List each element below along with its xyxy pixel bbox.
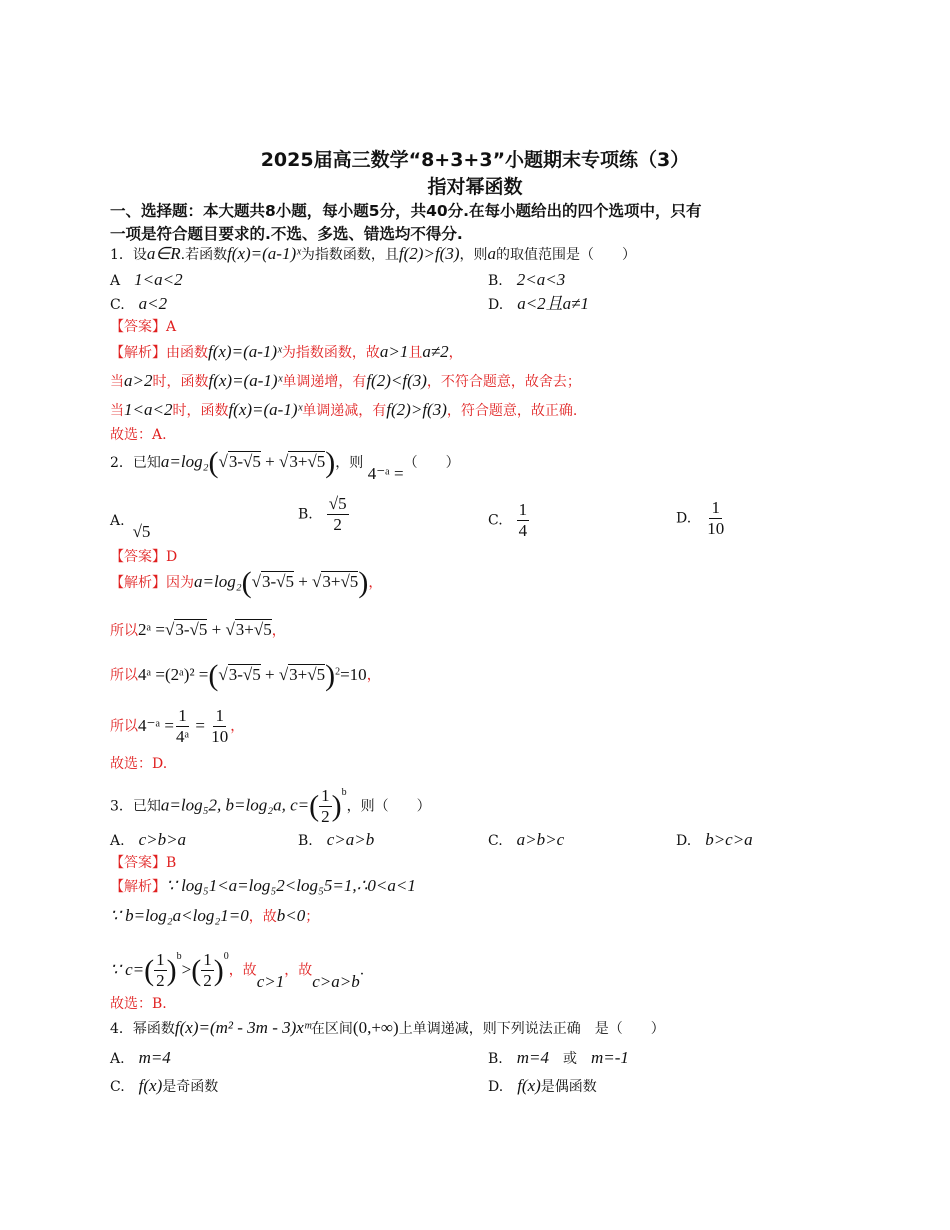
question-1-option-c: C. a<2: [110, 294, 168, 313]
question-3-option-d: D. b>c>a: [676, 830, 753, 849]
section-heading-line2: 一项是符合题目要求的.不选、多选、错选均不得分.: [110, 225, 463, 243]
question-1-option-a: A 1<a<2: [110, 270, 183, 289]
question-2-solution-line4: 所以4⁻ᵃ = $\frac{1}{\text{4ᵃ}}$ = $\frac{1}{10}$ ，: [110, 706, 245, 746]
question-1-solution-line4: 故选：A.: [110, 427, 167, 443]
question-4-option-c: C. f(x)是奇函数: [110, 1076, 219, 1095]
question-4-option-d: D. f(x)是偶函数: [488, 1076, 597, 1095]
question-1-option-b: B. 2<a<3: [488, 270, 566, 289]
question-3-solution-line3: ∵ c=( $\frac{1}{2}$ )$^b$>( $\frac{1}{2}$ )$^0$，故c>1，故c>a>b.: [110, 950, 365, 991]
document-subtitle: 指对幂函数: [427, 176, 523, 198]
question-3-stem: 3．已知a=log₅2, b=log₂a, c=( $\frac{1}{2}$ )$^b$，则（ ）: [110, 786, 431, 826]
question-2-option-a: A.√5: [110, 513, 151, 541]
question-1-stem: 1．设a∈R.若函数f(x)=(a-1)ˣ为指数函数，且f(2)>f(3)，则a的取值范围是（ ）: [110, 244, 636, 263]
document-title: 2025届高三数学“8+3+3”小题期末专项练（3）: [260, 149, 690, 171]
question-3-option-a: A. c>b>a: [110, 830, 187, 849]
question-2-solution-line2: 所以2ᵃ =√3-√5 + √3+√5，: [110, 620, 286, 639]
question-2-option-c: C. $\frac{1}{4}$: [488, 500, 528, 540]
question-4-option-b: B. m=4 或 m=-1: [488, 1048, 629, 1067]
question-2-option-b: B. $\frac{√5}{2}$: [298, 494, 347, 534]
question-3-option-c: C. a>b>c: [488, 830, 565, 849]
question-2-answer: 【答案】D: [110, 549, 178, 565]
question-2-solution-line1: 【解析】因为a=log₂(√3-√5 + √3+√5)，: [110, 566, 383, 599]
question-3-option-b: B. c>a>b: [298, 830, 375, 849]
question-1-solution-line3: 当1<a<2时，函数f(x)=(a-1)ˣ单调递减，有f(2)>f(3)，符合题意，故正确.: [110, 400, 578, 419]
question-1-option-d: D. a<2且a≠1: [488, 294, 589, 313]
question-2-solution-line5: 故选：D.: [110, 756, 168, 772]
question-2-solution-line3: 所以4ᵃ =(2ᵃ)² $=(√3-√5 + √3+√5)^2=10$，: [110, 658, 381, 692]
question-1-solution-line1: 【解析】由函数f(x)=(a-1)ˣ为指数函数，故a>1且a≠2，: [110, 342, 463, 361]
question-3-answer: 【答案】B: [110, 855, 177, 871]
question-4-option-a: A. m=4: [110, 1048, 171, 1067]
question-1-answer: 【答案】A: [110, 319, 177, 335]
question-1-solution-line2: 当a>2时，函数f(x)=(a-1)ˣ单调递增，有f(2)<f(3)，不符合题意，故舍去；: [110, 371, 581, 390]
question-2-option-d: D. $\frac{1}{10}$: [676, 498, 725, 538]
section-heading-line1: 一、选择题：本大题共8小题，每小题5分，共40分.在每小题给出的四个选项中，只有: [110, 202, 702, 220]
question-3-solution-line4: 故选：B.: [110, 996, 167, 1012]
question-3-solution-line1: 【解析】∵ log₅1<a=log₅2<log₅5=1,∴0<a<1: [110, 876, 416, 895]
question-2-stem: 2．已知a=log₂(√3-√5 + √3+√5)，则 4⁻ᵃ =（ ）: [110, 446, 460, 483]
question-4-stem: 4．幂函数f(x)=(m² - 3m - 3)xᵐ在区间(0,+∞)上单调递减，则下列说法正确 是（ ）: [110, 1018, 665, 1037]
question-3-solution-line2: ∵ b=log₂a<log₂1=0，故b<0；: [110, 906, 320, 925]
